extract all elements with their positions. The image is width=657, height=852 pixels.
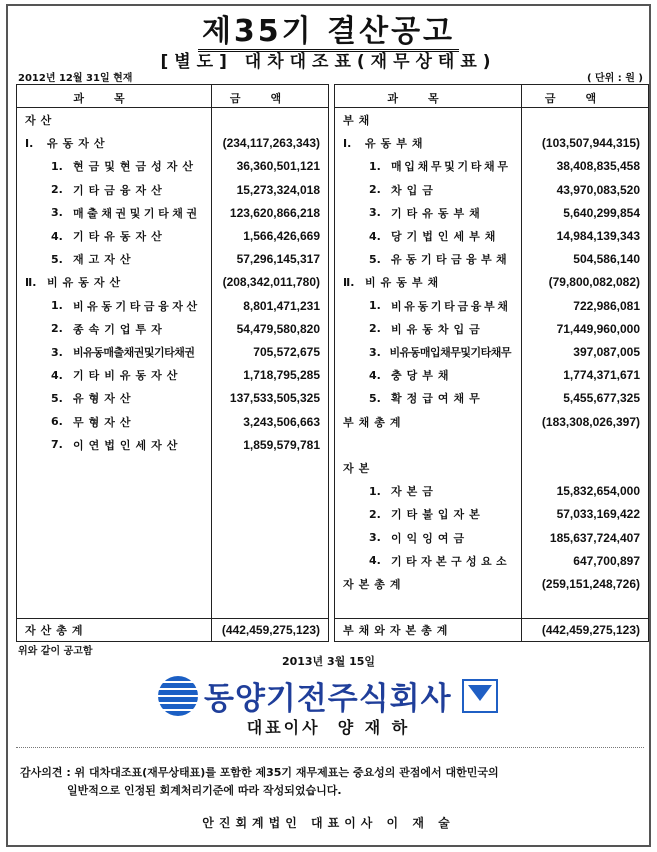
account-name: 차입금	[391, 183, 438, 197]
account-label	[369, 248, 511, 270]
liabilities-equity-table	[334, 84, 649, 642]
account-label	[343, 457, 511, 479]
amount: 54,479,580,820	[236, 321, 320, 336]
amount: (259,151,248,726)	[541, 577, 640, 591]
account-label	[369, 387, 511, 409]
assets-total-row	[17, 618, 328, 641]
company-logo	[158, 673, 498, 718]
account-name: 기타자본구성요소	[390, 554, 511, 568]
table-row	[335, 387, 648, 409]
audit-line-2: 일반적으로 인정된 회계처리기준에 따라 작성되었습니다.	[67, 784, 342, 797]
account-name: 기타비유동자산	[73, 369, 183, 383]
account-label	[343, 573, 511, 595]
account-name: 기타유동부채	[391, 206, 485, 220]
account-label	[51, 225, 201, 247]
account-name: 비유동차입금	[391, 322, 485, 336]
item-number: 2.	[369, 183, 381, 197]
item-number: 1.	[369, 159, 381, 173]
account-label	[369, 503, 511, 525]
table-row	[335, 202, 648, 224]
amount: 15,832,654,000	[556, 484, 640, 499]
account-name: 비유동매출채권및기타채권	[73, 346, 195, 359]
account-name: 매입채무및기타채무	[391, 160, 511, 174]
total-label	[343, 619, 511, 641]
table-row	[335, 225, 648, 247]
amount: (79,800,082,082)	[548, 275, 640, 290]
table-row	[17, 411, 328, 433]
item-number: 4.	[369, 229, 381, 243]
audit-opinion	[20, 764, 499, 800]
account-label	[343, 411, 511, 433]
account-label	[369, 550, 511, 572]
item-number: 1.	[51, 159, 63, 173]
amount: 137,533,505,325	[229, 391, 320, 406]
account-label	[51, 341, 201, 363]
account-name: 비유동매입채무및기타채무	[389, 346, 511, 359]
item-number: Ⅰ.	[25, 136, 34, 150]
account-label	[343, 271, 511, 293]
item-number: 2.	[51, 322, 63, 336]
item-number: 2.	[369, 322, 381, 336]
account-label	[51, 318, 201, 340]
amount: 1,859,579,781	[243, 437, 320, 452]
account-name: 부채와자본총계	[343, 624, 453, 637]
amount: 71,449,960,000	[556, 321, 640, 336]
table-row	[17, 179, 328, 201]
unit-label: ( 단위 : 원 )	[586, 73, 643, 84]
as-of-date: 2012년 12월 31일 현재	[18, 73, 133, 84]
account-label	[51, 248, 201, 270]
amount: 647,700,897	[573, 553, 640, 568]
amount: (208,342,011,780)	[222, 275, 320, 290]
item-number: 5.	[51, 252, 63, 266]
amount: 123,620,866,218	[229, 205, 320, 220]
audit-line-1: 감사의견 : 위 대차대조표(재무상태표)를 포함한 제35기 재무제표는 중요성의 관점에서 대한민국의	[20, 766, 499, 779]
item-number: 4.	[369, 554, 381, 568]
account-label	[369, 364, 511, 386]
account-name: 현금및현금성자산	[73, 160, 199, 174]
item-number: 4.	[369, 368, 381, 382]
publication-date: 2013년 3월 15일	[281, 655, 376, 668]
account-name: 충당부채	[391, 369, 454, 383]
account-name: 비유동기타금융자산	[73, 299, 201, 313]
account-name: 부채총계	[343, 415, 406, 429]
account-label	[51, 179, 201, 201]
table-row	[17, 248, 328, 270]
item-number: 3.	[369, 206, 381, 220]
account-name: 매출채권및기타채권	[73, 206, 201, 220]
table-row	[17, 132, 328, 154]
amount: 38,408,835,458	[556, 159, 640, 174]
item-number: 2.	[51, 183, 63, 197]
amount: 57,296,145,317	[236, 252, 320, 267]
account-name: 자본총계	[343, 578, 406, 591]
account-name: 유동자산	[47, 137, 110, 151]
table-row	[335, 480, 648, 502]
item-number: 1.	[51, 299, 63, 313]
account-label	[51, 387, 201, 409]
table-row	[335, 295, 648, 317]
item-number: 2.	[369, 507, 381, 521]
brand-mark-icon	[462, 679, 498, 713]
amount: 15,273,324,018	[236, 182, 320, 197]
account-label	[51, 155, 201, 177]
table-row	[335, 527, 648, 549]
account-name: 확정급여채무	[391, 392, 485, 406]
table-row	[17, 434, 328, 456]
table-row	[335, 109, 648, 131]
amount: (103,507,944,315)	[541, 136, 640, 151]
account-name: 종속기업투자	[73, 322, 167, 336]
account-label	[369, 341, 511, 363]
account-name: 자산총계	[25, 624, 88, 637]
liabilities-equity-total-row	[335, 618, 648, 641]
total-label	[25, 619, 201, 641]
item-number: Ⅱ.	[25, 275, 37, 289]
account-label	[343, 109, 511, 131]
amount: 5,455,677,325	[563, 391, 640, 406]
table-row	[17, 271, 328, 293]
assets-table	[16, 84, 329, 642]
table-header	[17, 85, 328, 108]
account-label	[51, 364, 201, 386]
item-number: 1.	[369, 484, 381, 498]
account-name: 유동기타금융부채	[390, 253, 511, 267]
item-number: 3.	[51, 345, 63, 359]
notice-text: 위와 같이 공고함	[18, 646, 93, 657]
item-number: Ⅰ.	[343, 136, 352, 150]
amount: (234,117,263,343)	[222, 136, 320, 151]
table-row	[17, 364, 328, 386]
account-label	[369, 155, 511, 177]
header-amount: 금액	[544, 92, 627, 105]
account-name: 비유동자산	[47, 276, 126, 290]
table-row	[17, 295, 328, 317]
table-row	[17, 387, 328, 409]
table-row	[17, 341, 328, 363]
account-name: 무형자산	[73, 415, 136, 429]
item-number: 1.	[369, 299, 381, 313]
amount: 185,637,724,407	[549, 530, 640, 545]
item-number: 5.	[369, 252, 381, 266]
header-account: 과목	[387, 92, 469, 105]
table-row	[335, 573, 648, 595]
page-subtitle: [별도] 대차대조표(재무상태표)	[160, 52, 497, 72]
account-label	[51, 202, 201, 224]
account-label	[369, 318, 511, 340]
table-row	[335, 318, 648, 340]
table-row	[335, 179, 648, 201]
item-number: 4.	[51, 229, 63, 243]
amount: 705,572,675	[253, 345, 320, 359]
item-number: 7.	[51, 438, 63, 452]
total-amount: (442,459,275,123)	[541, 623, 640, 637]
account-name: 기타불입자본	[391, 508, 485, 522]
account-name: 자본	[343, 462, 375, 475]
table-row	[335, 364, 648, 386]
table-row	[335, 271, 648, 293]
item-number: 3.	[369, 531, 381, 545]
amount: 57,033,169,422	[556, 507, 640, 522]
account-name: 부채	[343, 114, 375, 127]
account-label	[25, 271, 201, 293]
table-row	[335, 503, 648, 525]
dotted-divider	[16, 747, 644, 748]
ceo-signature: 대표이사 양 재 하	[246, 718, 411, 737]
globe-logo-icon	[158, 676, 198, 716]
account-name: 자산	[25, 114, 57, 127]
account-name: 유동부채	[365, 137, 428, 151]
item-number: 3.	[51, 206, 63, 220]
account-label	[369, 527, 511, 549]
item-number: 5.	[369, 391, 381, 405]
amount: (183,308,026,397)	[541, 414, 640, 429]
amount: 397,087,005	[573, 345, 640, 359]
table-row	[335, 155, 648, 177]
total-amount: (442,459,275,123)	[221, 623, 320, 637]
item-number: 5.	[51, 391, 63, 405]
table-row	[17, 318, 328, 340]
amount: 43,970,083,520	[556, 182, 640, 197]
table-row	[17, 109, 328, 131]
auditor-signature: 안진회계법인 대표이사 이 재 술	[202, 816, 455, 830]
amount: 1,718,795,285	[243, 368, 320, 383]
table-row	[335, 411, 648, 433]
table-row	[17, 202, 328, 224]
account-name: 자본금	[391, 485, 438, 499]
account-label	[51, 295, 201, 317]
account-label	[369, 295, 511, 317]
title-text: 제35기 결산공고	[198, 14, 459, 52]
account-label	[51, 434, 201, 456]
account-name: 이익잉여금	[391, 531, 470, 545]
table-row	[17, 225, 328, 247]
account-label	[25, 132, 201, 154]
account-name: 비유동부채	[365, 276, 444, 290]
account-label	[369, 480, 511, 502]
table-row	[335, 248, 648, 270]
account-name: 당기법인세부채	[391, 230, 501, 243]
account-label	[25, 109, 201, 131]
amount: 1,566,426,669	[243, 229, 320, 243]
amount: 14,984,139,343	[556, 229, 640, 243]
table-row	[335, 550, 648, 572]
header-amount: 금액	[229, 92, 312, 105]
item-number: 3.	[369, 345, 381, 359]
account-name: 유형자산	[73, 392, 136, 406]
account-name: 기타유동자산	[73, 230, 167, 243]
item-number: 6.	[51, 415, 63, 429]
account-label	[369, 179, 511, 201]
account-name: 비유동기타금융부채	[391, 299, 511, 313]
amount: 5,640,299,854	[563, 205, 640, 220]
amount: 3,243,506,663	[243, 414, 320, 429]
account-label	[369, 225, 511, 247]
company-name: 동양기전주식회사	[204, 681, 452, 717]
table-row	[335, 341, 648, 363]
table-header	[335, 85, 648, 108]
item-number: Ⅱ.	[343, 275, 355, 289]
table-row	[335, 132, 648, 154]
account-label	[343, 132, 511, 154]
amount: 722,986,081	[573, 298, 640, 313]
table-row	[17, 155, 328, 177]
table-row	[335, 457, 648, 479]
amount: 504,586,140	[573, 252, 640, 267]
amount: 8,801,471,231	[243, 298, 320, 313]
account-name: 이연법인세자산	[73, 438, 183, 452]
item-number: 4.	[51, 368, 63, 382]
table-row	[335, 434, 648, 456]
page-title	[0, 6, 657, 50]
amount: 1,774,371,671	[563, 368, 640, 383]
header-account: 과목	[73, 92, 155, 105]
account-name: 재고자산	[73, 253, 136, 267]
account-name: 기타금융자산	[73, 183, 167, 197]
amount: 36,360,501,121	[236, 159, 320, 174]
account-label	[51, 411, 201, 433]
account-label	[369, 202, 511, 224]
